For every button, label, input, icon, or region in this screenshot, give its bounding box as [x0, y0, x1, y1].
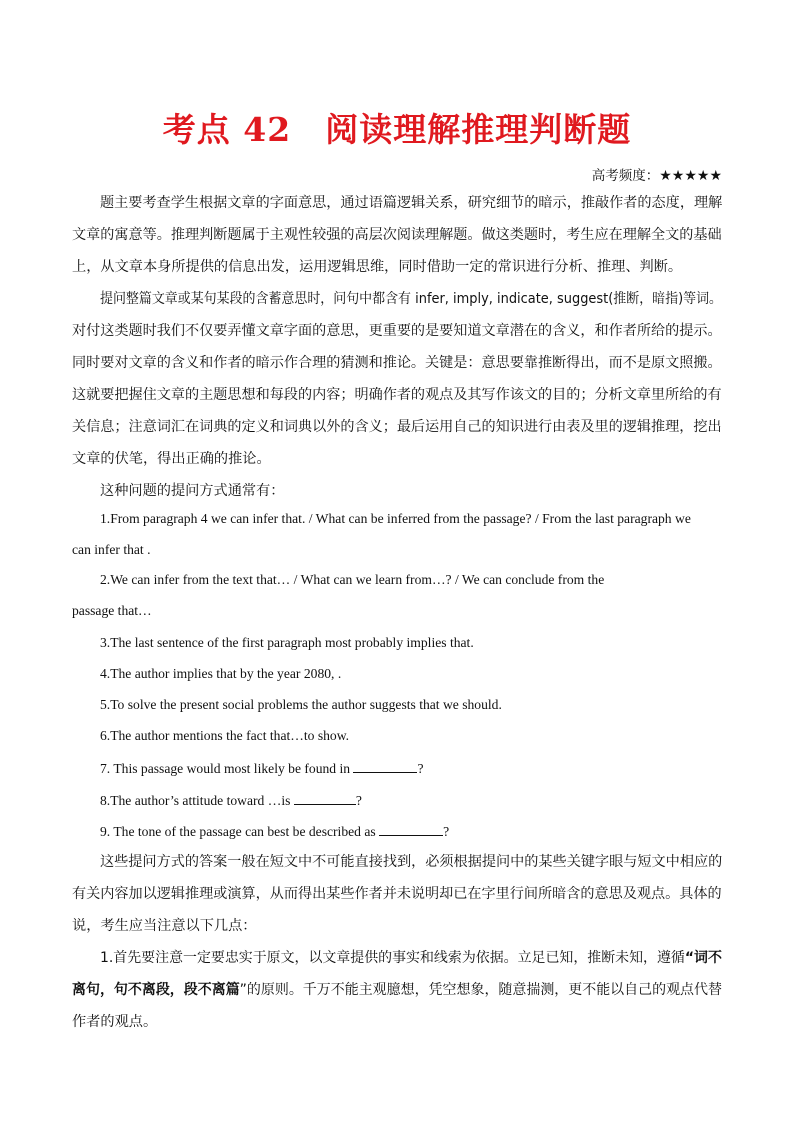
method-paragraph-line: 提问整篇文章或某句某段的含蓄意思时，问句中都含有 infer, imply, indicate, suggest(推断，暗指)等词。 [100, 291, 723, 307]
question-item [100, 791, 362, 809]
closing-paragraph-line: 这些提问方式的答案一般在短文中不可能直接找到，必须根据提问中的某些关键字眼与短文中相应的 [100, 854, 723, 870]
closing-paragraph-line: 说，考生应当注意以下几点： [72, 918, 257, 934]
method-paragraph-line: 文章的伏笔，得出正确的推论。 [72, 451, 271, 467]
method-paragraph-line: 同时要对文章的含义和作者的暗示作合理的猜测和推论。关键是：意思要靠推断得出，而不是原文照搬。 [72, 355, 722, 371]
question-item: 3.The last sentence of the first paragraph most probably implies that. [100, 635, 474, 650]
question-types-heading: 这种问题的提问方式通常有： [100, 483, 285, 499]
question-item: 6.The author mentions the fact that…to show. [100, 728, 350, 743]
tip-paragraph-line [72, 979, 722, 999]
tip-paragraph-line: 作者的观点。 [72, 1014, 158, 1030]
title-label: 考点 42 [162, 110, 292, 149]
question-item [100, 759, 424, 777]
tip-text: 1.首先要注意一定要忠实于原文，以文章提供的事实和线索为依据。立足已知，推断未知，遵循 [100, 950, 685, 966]
title-text: 阅读理解推理判断题 [325, 110, 632, 149]
question-mark: ? [443, 824, 450, 839]
tip-quote-start: “词不 [684, 950, 722, 966]
exam-frequency [592, 164, 722, 184]
question-text: 7. This passage would most likely be found in [100, 761, 351, 776]
tip-paragraph-line [100, 947, 722, 967]
tip-text: ”的原则。千万不能主观臆想，凭空想象，随意揣测，更不能以自己的观点代替 [239, 982, 722, 998]
page-title [0, 104, 794, 151]
answer-blank [294, 791, 356, 805]
question-mark: ? [417, 761, 424, 776]
tip-quote-text: 离句，句不离段，段不离篇 [72, 982, 240, 998]
intro-paragraph-line: 文章的寓意等。推理判断题属于主观性较强的高层次阅读理解题。做这类题时，考生应在理解全文的基础 [72, 227, 722, 243]
question-item: passage that… [72, 603, 152, 618]
question-text: 8.The author’s attitude toward …is [100, 793, 291, 808]
question-item: 5.To solve the present social problems the author suggests that we should. [100, 697, 502, 712]
intro-paragraph-line: 上，从文章本身所提供的信息出发，运用逻辑思维，同时借助一定的常识进行分析、推理、判断。 [72, 259, 683, 275]
method-paragraph-line: 关信息；注意词汇在词典的定义和词典以外的含义；最后运用自己的知识进行由表及里的逻辑推理，挖出 [72, 419, 722, 435]
question-text: 9. The tone of the passage can best be described as [100, 824, 376, 839]
method-paragraph-line: 这就要把握住文章的主题思想和每段的内容；明确作者的观点及其写作该文的目的；分析文章里所给的有 [72, 387, 722, 403]
question-item: 2.We can infer from the text that… / What can we learn from…? / We can conclude from the [100, 572, 605, 587]
frequency-label: 高考频度： [591, 168, 660, 184]
question-item: 1.From paragraph 4 we can infer that. / What can be inferred from the passage? / From the last paragraph we [100, 511, 691, 526]
method-paragraph-line: 对付这类题时我们不仅要弄懂文章字面的意思，更重要的是要知道文章潜在的含义，和作者所给的提示。 [72, 323, 722, 339]
question-item [100, 822, 449, 840]
star-rating-icon: ★★★★★ [659, 168, 722, 184]
question-item: can infer that . [72, 542, 151, 557]
answer-blank [379, 822, 443, 836]
question-mark: ? [355, 793, 362, 808]
question-item: 4.The author implies that by the year 2080, . [100, 666, 342, 681]
answer-blank [353, 759, 417, 773]
intro-paragraph-line: 题主要考查学生根据文章的字面意思，通过语篇逻辑关系，研究细节的暗示，推敲作者的态度，理解 [100, 195, 723, 211]
closing-paragraph-line: 有关内容加以逻辑推理或演算，从而得出某些作者并未说明却已在字里行间所暗含的意思及观点。具体的 [72, 886, 722, 902]
